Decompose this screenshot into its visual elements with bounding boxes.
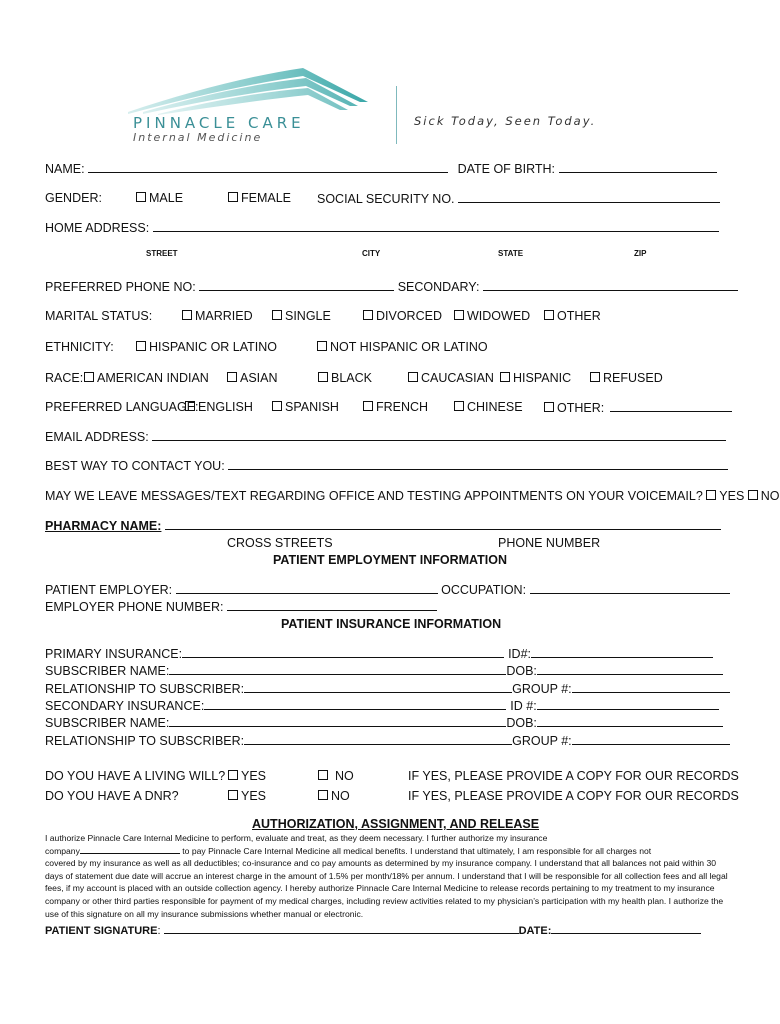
voicemail-question: MAY WE LEAVE MESSAGES/TEXT REGARDING OFFICE AND TESTING APPOINTMENTS ON YOUR VOICEMAIL? [45, 489, 703, 503]
language-english[interactable]: ENGLISH [185, 400, 253, 414]
language-chinese[interactable]: CHINESE [454, 400, 523, 414]
language-spanish[interactable]: SPANISH [272, 400, 339, 414]
insurance-company-field[interactable] [80, 845, 180, 854]
gender-female[interactable]: FEMALE [228, 191, 291, 205]
subscriber-row-1 [45, 663, 723, 678]
dnr-note: IF YES, PLEASE PROVIDE A COPY FOR OUR RECORDS [408, 789, 739, 803]
pharmacy-field[interactable] [165, 518, 721, 530]
address-city: CITY [362, 249, 381, 258]
checkbox-icon [84, 372, 94, 382]
address-zip: ZIP [634, 249, 647, 258]
signature-date-field[interactable] [551, 922, 701, 934]
race-asian[interactable]: ASIAN [227, 371, 278, 385]
primary-id-field[interactable] [531, 646, 713, 658]
living-will-question: DO YOU HAVE A LIVING WILL? [45, 769, 226, 783]
name-label: NAME: [45, 162, 85, 176]
voicemail-yes[interactable]: YES [706, 489, 744, 503]
phone-label: PREFERRED PHONE NO: [45, 280, 196, 294]
relationship-row-2 [45, 733, 730, 748]
checkbox-icon [228, 770, 238, 780]
checkbox-icon [408, 372, 418, 382]
dob-short-label-2: DOB: [506, 716, 537, 730]
primary-ins-row [45, 646, 713, 661]
dnr-yes[interactable]: YES [228, 789, 266, 803]
employment-heading: PATIENT EMPLOYMENT INFORMATION [273, 553, 508, 567]
address-label: HOME ADDRESS: [45, 221, 150, 235]
checkbox-icon [228, 790, 238, 800]
group-label-2: GROUP #: [512, 734, 572, 748]
dnr-question: DO YOU HAVE A DNR? [45, 789, 179, 803]
marital-divorced[interactable]: DIVORCED [363, 309, 442, 323]
race-black[interactable]: BLACK [318, 371, 372, 385]
race-label: RACE: [45, 371, 84, 385]
checkbox-icon [136, 341, 146, 351]
subscriber-dob-field[interactable] [537, 663, 723, 675]
employer-field[interactable] [176, 582, 438, 594]
secondary-ins-label: SECONDARY INSURANCE: [45, 699, 205, 713]
dnr-no[interactable]: NO [318, 789, 350, 803]
living-will-no[interactable]: NO [318, 769, 354, 783]
subscriber-field[interactable] [169, 663, 506, 675]
name-field[interactable] [88, 161, 448, 173]
address-row [45, 220, 719, 235]
auth-paragraph [45, 832, 730, 920]
ethnicity-label: ETHNICITY: [45, 340, 114, 354]
signature-row: PATIENT SIGNATURE: DATE: [45, 922, 701, 937]
checkbox-icon [544, 402, 554, 412]
employer-phone-field[interactable] [227, 599, 437, 611]
checkbox-icon [272, 401, 282, 411]
address-state: STATE [498, 249, 524, 258]
language-french[interactable]: FRENCH [363, 400, 428, 414]
checkbox-icon [318, 372, 328, 382]
auth-rest: covered by my insurance as well as all deductibles; co-insurance and co pay amounts as determined by my insurance company. I understand that all balances not paid within 30 days of statement due date will accrue an interest charge in the amount of 1.5% per month/18% per annum. I understand that I will be responsible for all collection fees and all legal fees, if my account is placed with an outside collection agency. I hereby authorize Pinnacle Care Internal Medicine to release records pertaining to my treatment to my insurance company or other third parties responsible for payment of my medical charges, including review activities related to my physician’s participation with my health plan. I authorize the use of this signature on all my insurance submissions whether manual or electronic. [45, 858, 728, 919]
secondary-label: SECONDARY: [397, 280, 480, 294]
language-other[interactable]: OTHER: [544, 400, 732, 415]
relationship-row-1 [45, 681, 730, 696]
checkbox-icon [136, 192, 146, 202]
relationship-label-2: RELATIONSHIP TO SUBSCRIBER: [45, 734, 245, 748]
logo-tagline: Sick Today, Seen Today. [414, 114, 597, 128]
marital-single[interactable]: SINGLE [272, 309, 331, 323]
auth-company-label: company [45, 845, 80, 856]
occupation-field[interactable] [530, 582, 730, 594]
signature-label: PATIENT SIGNATURE [45, 925, 158, 937]
auth-line-2-text: to pay Pinnacle Care Internal Medicine all medical benefits. I understand that ultimately, I am responsible for all charges not [182, 845, 652, 856]
phone-number-label: PHONE NUMBER [498, 536, 601, 550]
race-caucasian[interactable]: CAUCASIAN [408, 371, 494, 385]
checkbox-icon [318, 790, 328, 800]
voicemail-no[interactable]: NO [748, 489, 780, 503]
checkbox-icon [363, 401, 373, 411]
group-field-2[interactable] [572, 733, 730, 745]
logo-divider [396, 86, 397, 144]
checkbox-icon [317, 341, 327, 351]
phone-field[interactable] [199, 279, 394, 291]
race-american-indian[interactable]: AMERICAN INDIAN [84, 371, 209, 385]
primary-id-label: ID#: [508, 647, 532, 661]
subscriber-field-2[interactable] [169, 715, 506, 727]
contact-label: BEST WAY TO CONTACT YOU: [45, 459, 225, 473]
insurance-heading: PATIENT INSURANCE INFORMATION [281, 617, 502, 631]
logo-subtitle: Internal Medicine [133, 131, 263, 144]
employer-row [45, 582, 730, 597]
subscriber-label-2: SUBSCRIBER NAME: [45, 716, 170, 730]
employer-phone-row [45, 599, 437, 614]
marital-other[interactable]: OTHER [544, 309, 601, 323]
email-label: EMAIL ADDRESS: [45, 430, 149, 444]
contact-field[interactable] [228, 458, 728, 470]
signature-field[interactable] [164, 922, 519, 934]
checkbox-icon [272, 310, 282, 320]
relationship-field-2[interactable] [244, 733, 512, 745]
name-row [45, 161, 717, 176]
checkbox-icon [500, 372, 510, 382]
marital-label: MARITAL STATUS: [45, 309, 153, 323]
signature-date-label: DATE: [518, 925, 552, 937]
gender-label: GENDER: [45, 191, 102, 205]
group-field[interactable] [572, 681, 730, 693]
relationship-label: RELATIONSHIP TO SUBSCRIBER: [45, 682, 245, 696]
race-hispanic[interactable]: HISPANIC [500, 371, 571, 385]
checkbox-icon [544, 310, 554, 320]
living-will-note: IF YES, PLEASE PROVIDE A COPY FOR OUR RECORDS [408, 769, 739, 783]
subscriber-row-2 [45, 715, 723, 730]
address-street: STREET [146, 249, 178, 258]
subscriber-dob-field-2[interactable] [537, 715, 723, 727]
auth-line-1: I authorize Pinnacle Care Internal Medicine to perform, evaluate and treat, as they deem necessary. I further authorize my insurance [45, 833, 548, 843]
living-will-yes[interactable]: YES [228, 769, 266, 783]
ethnicity-hispanic[interactable]: HISPANIC OR LATINO [136, 340, 277, 354]
checkbox-icon [228, 192, 238, 202]
ssn-row [317, 191, 720, 206]
primary-ins-field[interactable] [182, 646, 504, 658]
gender-male[interactable]: MALE [136, 191, 183, 205]
contact-row [45, 458, 728, 473]
checkbox-icon [454, 310, 464, 320]
checkbox-icon [454, 401, 464, 411]
relationship-field[interactable] [244, 681, 512, 693]
email-field[interactable] [152, 429, 726, 441]
phone-row [45, 279, 738, 294]
language-other-field[interactable] [610, 400, 732, 412]
ssn-label: SOCIAL SECURITY NO. [317, 192, 455, 206]
employer-label: PATIENT EMPLOYER: [45, 583, 173, 597]
language-label: PREFERRED LANGUAGE: [45, 400, 199, 414]
voicemail-row [45, 489, 780, 503]
checkbox-icon [318, 770, 328, 780]
race-refused[interactable]: REFUSED [590, 371, 663, 385]
ethnicity-not-hispanic[interactable]: NOT HISPANIC OR LATINO [317, 340, 488, 354]
marital-married[interactable]: MARRIED [182, 309, 253, 323]
group-label: GROUP #: [512, 682, 572, 696]
secondary-field[interactable] [483, 279, 738, 291]
checkbox-icon [706, 490, 716, 500]
pharmacy-row [45, 518, 721, 533]
checkbox-icon [363, 310, 373, 320]
secondary-ins-field[interactable] [204, 698, 506, 710]
checkbox-icon [185, 401, 195, 411]
cross-streets-label: CROSS STREETS [227, 536, 333, 550]
subscriber-label: SUBSCRIBER NAME: [45, 664, 170, 678]
pinnacle-care-logo-icon [128, 62, 388, 117]
auth-line-2 [45, 845, 730, 858]
marital-widowed[interactable]: WIDOWED [454, 309, 530, 323]
dob-label: DATE OF BIRTH: [457, 162, 556, 176]
checkbox-icon [590, 372, 600, 382]
employer-phone-label: EMPLOYER PHONE NUMBER: [45, 600, 224, 614]
secondary-ins-row [45, 698, 719, 713]
checkbox-icon [182, 310, 192, 320]
auth-heading: AUTHORIZATION, ASSIGNMENT, AND RELEASE [252, 817, 540, 831]
secondary-id-label: ID #: [510, 699, 537, 713]
occupation-label: OCCUPATION: [441, 583, 527, 597]
secondary-id-field[interactable] [537, 698, 719, 710]
dob-short-label: DOB: [506, 664, 537, 678]
primary-ins-label: PRIMARY INSURANCE: [45, 647, 183, 661]
address-field[interactable] [153, 220, 719, 232]
ssn-field[interactable] [458, 191, 720, 203]
pharmacy-label: PHARMACY NAME: [45, 519, 162, 533]
checkbox-icon [227, 372, 237, 382]
checkbox-icon [748, 490, 758, 500]
email-row [45, 429, 726, 444]
dob-field[interactable] [559, 161, 717, 173]
logo-brand: PINNACLE CARE [133, 114, 305, 132]
